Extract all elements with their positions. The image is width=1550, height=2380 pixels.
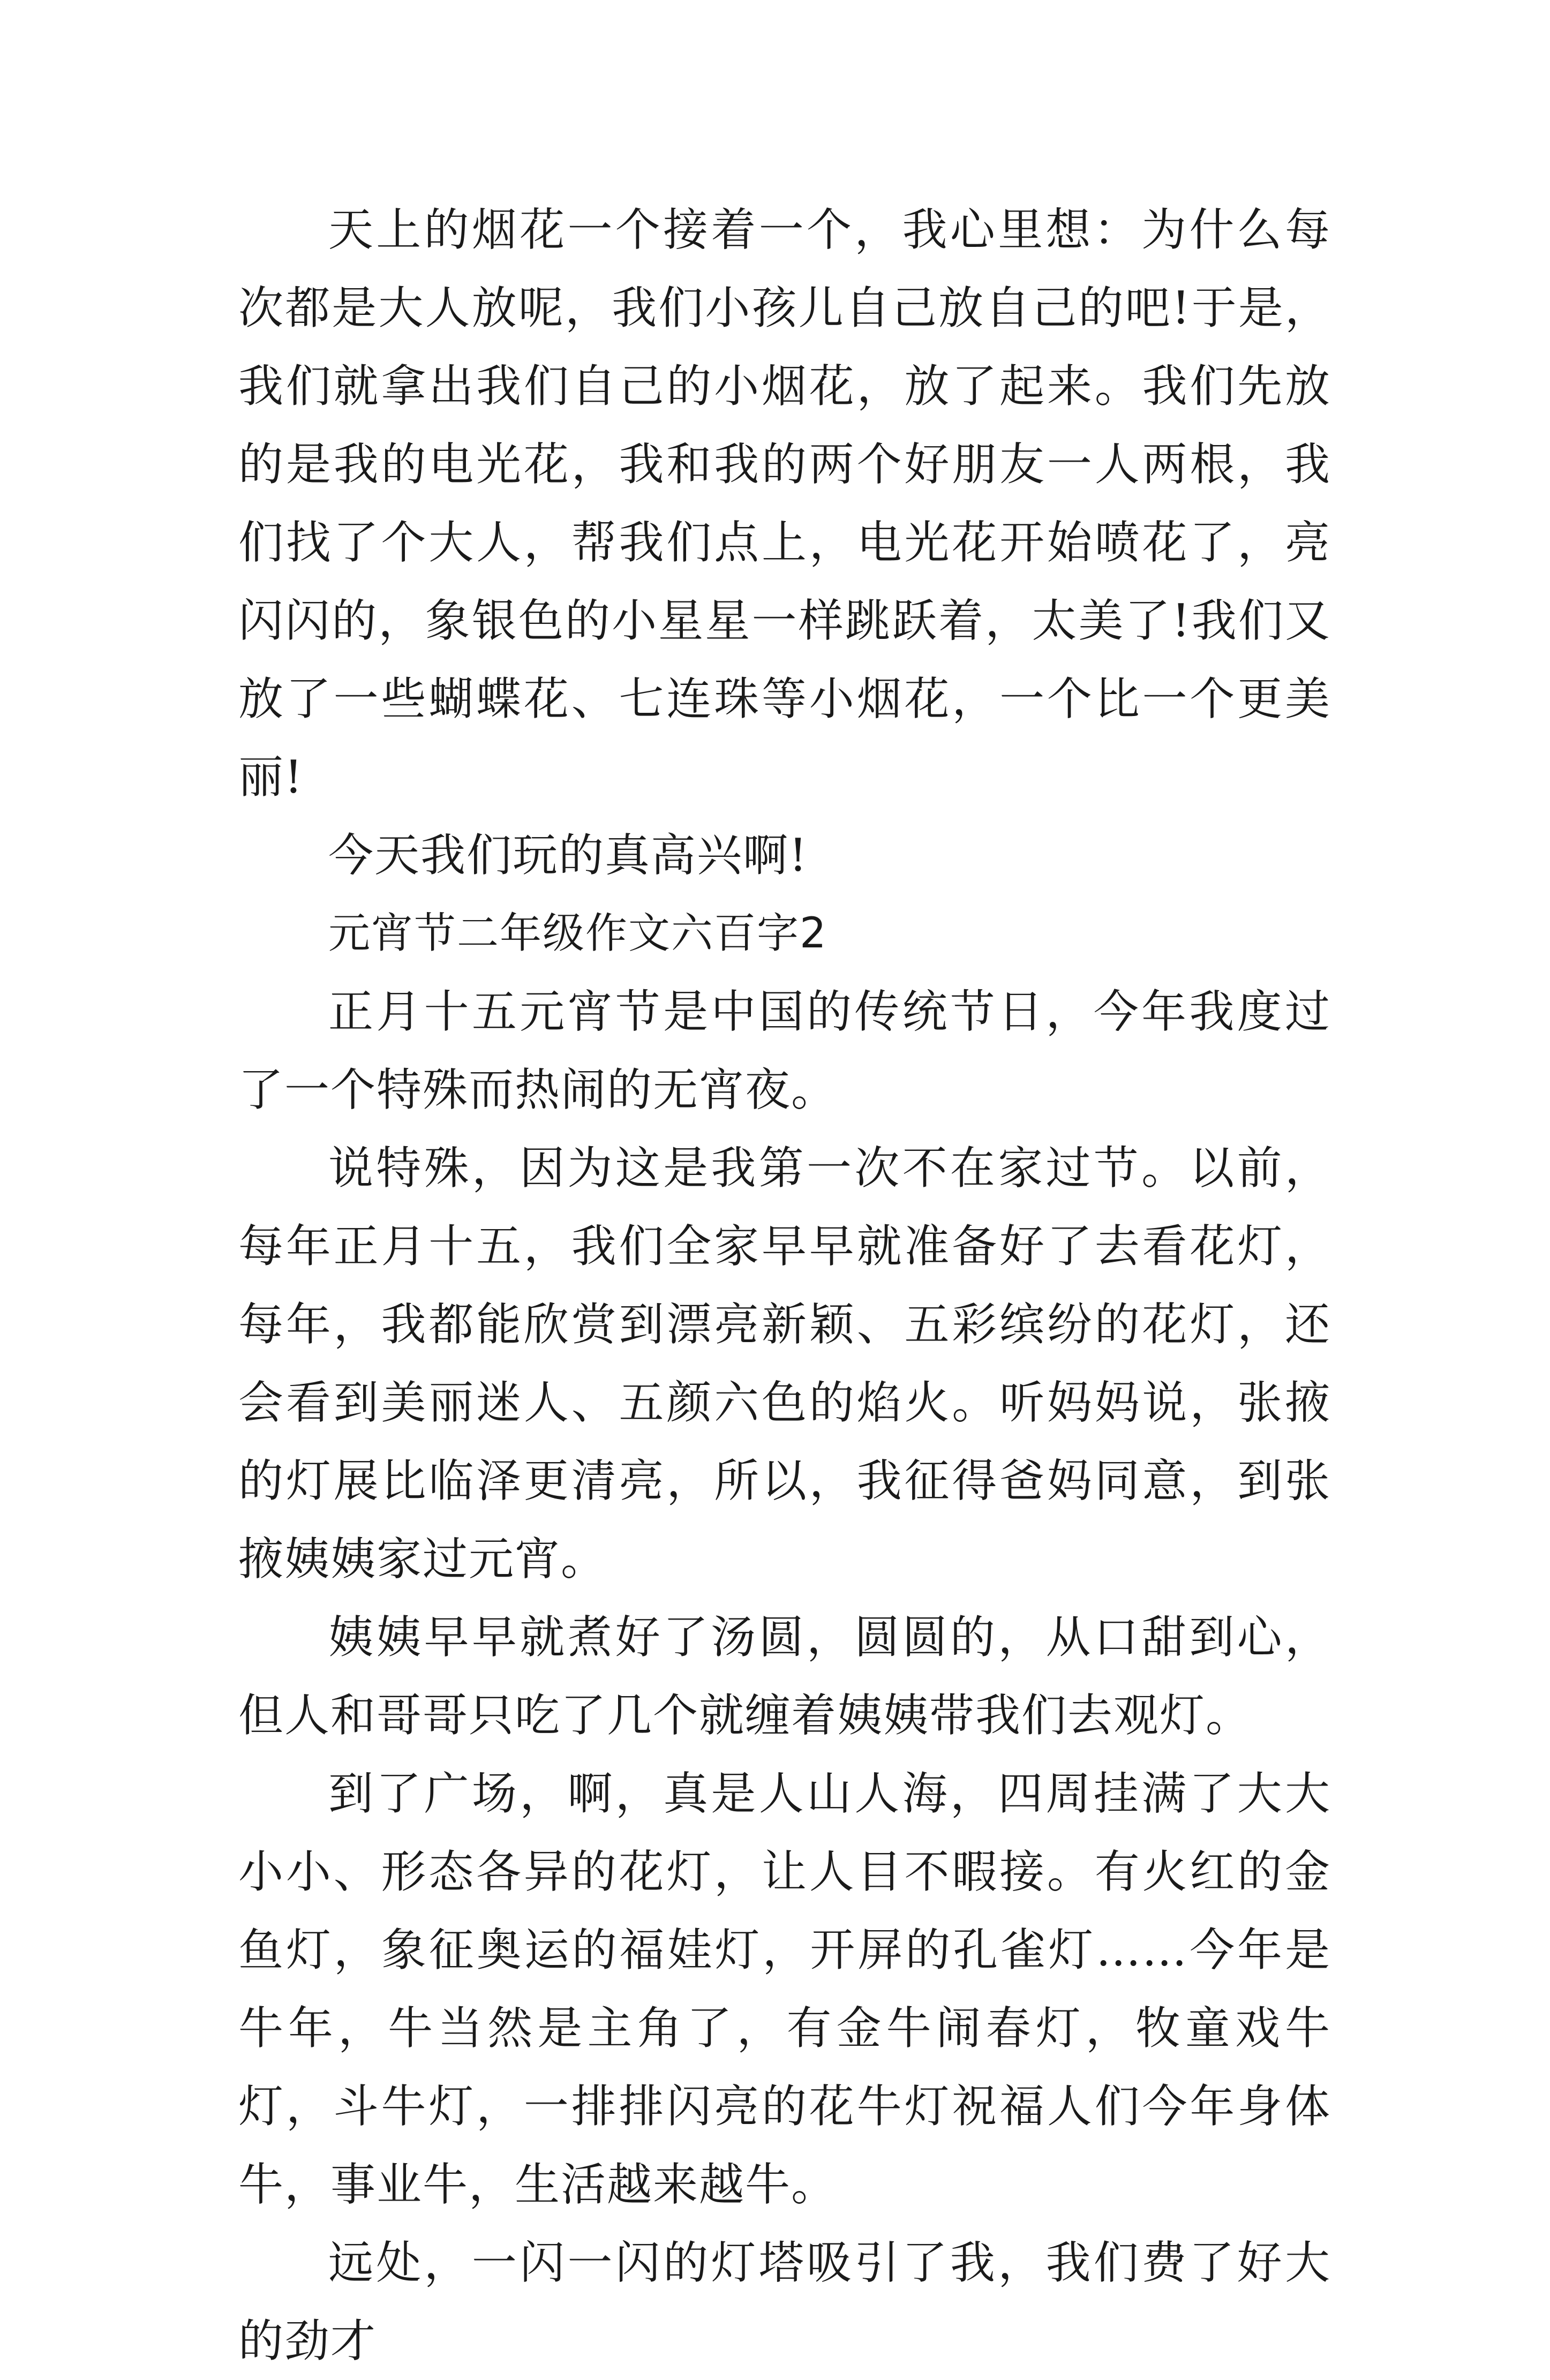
paragraph-lighthouse: 远处，一闪一闪的灯塔吸引了我，我们费了好大的劲才 xyxy=(238,2236,1331,2367)
paragraph-square: 到了广场，啊，真是人山人海，四周挂满了大大小小、形态各异的花灯，让人目不暇接。有火红的金鱼灯，象征奥运的福娃灯，开屏的孔雀灯……今年是牛年，牛当然是主角了，有金牛闹春灯，牧童戏牛灯，斗牛灯，一排排闪亮的花牛灯祝福人们今年身体牛，事业牛，生活越来越牛。 xyxy=(238,1767,1331,2211)
paragraph-tangyuan: 姨姨早早就煮好了汤圆，圆圆的，从口甜到心，但人和哥哥只吃了几个就缠着姨姨带我们去观灯。 xyxy=(238,1611,1331,1742)
paragraph-special: 说特殊，因为这是我第一次不在家过节。以前，每年正月十五，我们全家早早就准备好了去看花灯，每年，我都能欣赏到漂亮新颖、五彩缤纷的花灯，还会看到美丽迷人、五颜六色的焰火。听妈妈说，张掖的灯展比临泽更清亮，所以，我征得爸妈同意，到张掖姨姨家过元宵。 xyxy=(238,1142,1331,1585)
paragraph-fireworks: 天上的烟花一个接着一个，我心里想：为什么每次都是大人放呢，我们小孩儿自己放自己的吧!于是，我们就拿出我们自己的小烟花，放了起来。我们先放的是我的电光花，我和我的两个好朋友一人两根，我们找了个大人，帮我们点上，电光花开始喷花了，亮闪闪的，象银色的小星星一样跳跃着，太美了!我们又放了一些蝴蝶花、七连珠等小烟花，一个比一个更美丽! xyxy=(238,204,1331,803)
essay-heading: 元宵节二年级作文六百字2 xyxy=(328,909,827,958)
paragraph-intro: 正月十五元宵节是中国的传统节日，今年我度过了一个特殊而热闹的无宵夜。 xyxy=(238,985,1331,1116)
document-body xyxy=(238,191,1331,2380)
paragraph-happy: 今天我们玩的真高兴啊! xyxy=(328,829,808,882)
